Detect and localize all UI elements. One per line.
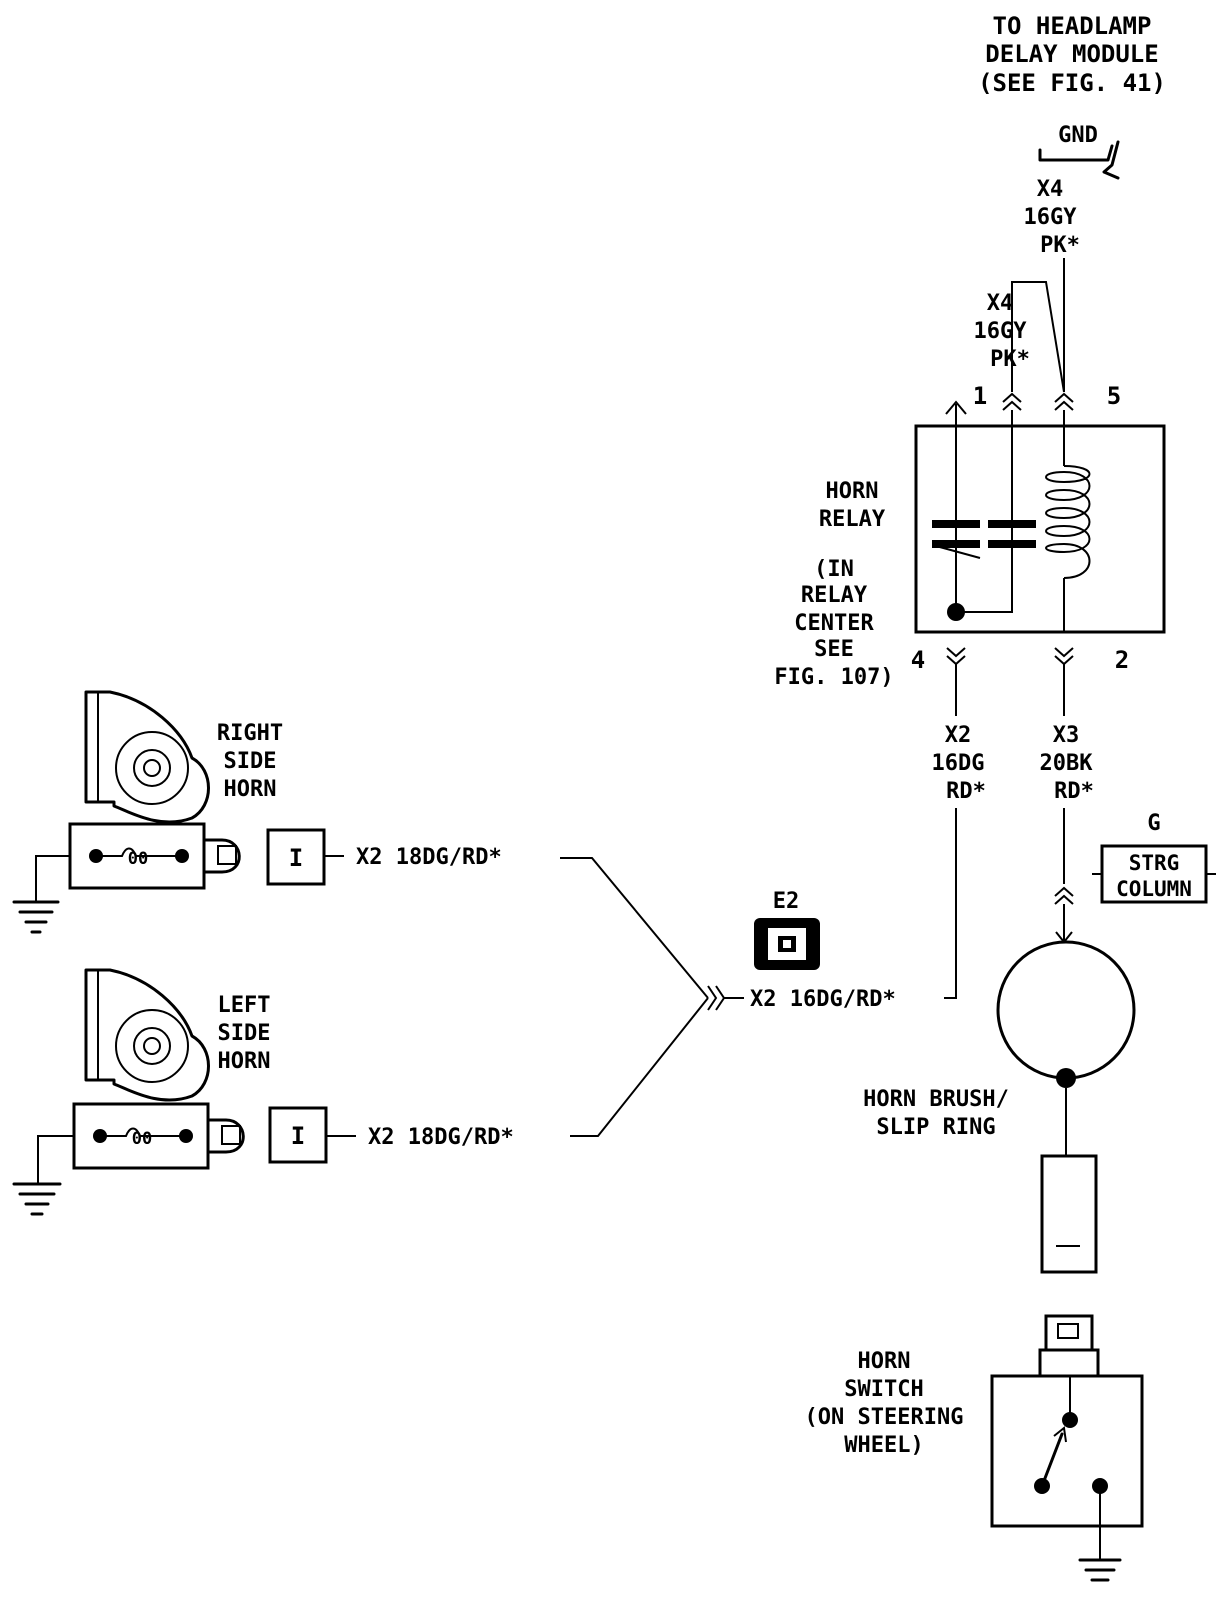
horn-brush-label — [863, 1087, 1009, 1140]
left-horn-line2: SIDE — [217, 1021, 271, 1046]
left-horn-fuse-mark: 00 — [131, 1129, 153, 1149]
strg-column-line1: STRG — [1128, 851, 1180, 875]
right-horn-terminal — [204, 840, 239, 872]
gnd-label: GND — [1058, 123, 1098, 148]
left-horn-ground-icon — [14, 1184, 60, 1214]
left-horn-ground-wire — [38, 1136, 74, 1184]
headlamp-label-line1: TO HEADLAMP — [992, 12, 1152, 40]
wire-label-x4-inner — [974, 291, 1030, 372]
relay-name-line2: RELAY — [818, 507, 886, 532]
horn-switch-line2: SWITCH — [844, 1377, 924, 1402]
relay-loc-line3: CENTER — [794, 611, 874, 636]
relay-loc-line5: FIG. 107) — [774, 665, 894, 690]
relay-name-line1: HORN — [825, 479, 879, 504]
relay-connector-pin4 — [947, 648, 965, 664]
horn-brush-line2: SLIP RING — [876, 1115, 996, 1140]
splice-e2-icon — [754, 918, 820, 970]
wire-x2-main-label: X2 16DG/RD* — [750, 987, 896, 1012]
wire-label-x4-outer — [1024, 177, 1080, 258]
left-horn-terminal — [208, 1120, 243, 1152]
relay-junction-dot — [947, 603, 965, 621]
left-horn-icon — [86, 970, 209, 1100]
left-horn-line1: LEFT — [217, 993, 271, 1018]
right-horn-wire-label: X2 18DG/RD* — [356, 845, 502, 870]
wire-left-horn-to-splice — [570, 998, 708, 1136]
right-horn-fuse-mark: 00 — [127, 849, 149, 869]
horn-switch-ground-symbol — [1080, 1560, 1120, 1580]
right-horn-ground-icon — [14, 902, 58, 932]
wire-x4-outer-circuit: X4 — [1036, 177, 1064, 202]
headlamp-delay-module-label — [978, 12, 1166, 97]
relay-connector-pin5 — [1055, 394, 1073, 410]
horn-brush-block — [1042, 1156, 1096, 1272]
left-horn-line3: HORN — [217, 1049, 271, 1074]
wire-label-x2-relay — [932, 723, 986, 804]
headlamp-label-line3: (SEE FIG. 41) — [978, 69, 1166, 97]
wire-x2-relay-circuit: X2 — [944, 723, 972, 748]
right-horn-line3: HORN — [223, 777, 277, 802]
right-horn-line1: RIGHT — [216, 721, 284, 746]
horn-slip-ring — [998, 942, 1134, 1078]
wire-x2-relay-gauge: 16DG — [931, 751, 985, 776]
wire-x4-inner-circuit: X4 — [986, 291, 1014, 316]
horn-brush-contact — [1056, 1068, 1076, 1088]
wire-right-horn-to-splice — [560, 858, 708, 998]
left-horn-connector-pin: I — [290, 1122, 306, 1150]
horn-switch-terminal — [1040, 1316, 1098, 1376]
relay-pin-4: 4 — [910, 646, 926, 674]
relay-location-label — [774, 557, 893, 690]
headlamp-label-line2: DELAY MODULE — [985, 40, 1159, 68]
right-horn-label — [217, 721, 283, 802]
wire-x4-outer-gauge: 16GY — [1023, 205, 1077, 230]
horn-relay-box — [916, 426, 1164, 632]
relay-connector-pin3 — [1003, 394, 1021, 410]
strg-column-connector — [1055, 888, 1073, 904]
relay-loc-line2: RELAY — [800, 583, 868, 608]
splice-e2-label: E2 — [772, 889, 800, 914]
wire-x3-circuit: X3 — [1052, 723, 1080, 748]
relay-loc-line1: (IN — [814, 557, 854, 582]
right-horn-icon — [86, 692, 209, 822]
horn-switch-line1: HORN — [857, 1349, 911, 1374]
right-horn-line2: SIDE — [223, 749, 277, 774]
wire-x4-inner-gauge: 16GY — [973, 319, 1027, 344]
relay-pin-2: 2 — [1114, 646, 1130, 674]
wire-x3-tracer: RD* — [1054, 779, 1094, 804]
wire-x2-relay-tracer: RD* — [946, 779, 986, 804]
right-horn-ground-wire — [36, 856, 70, 902]
wire-x4-outer-tracer: PK* — [1040, 233, 1080, 258]
horn-relay-label — [819, 479, 886, 532]
strg-column-line2: COLUMN — [1116, 877, 1192, 901]
wire-label-x3 — [1040, 723, 1094, 804]
horn-switch-box — [992, 1376, 1142, 1526]
wire-x3-gauge: 20BK — [1039, 751, 1093, 776]
horn-brush-line1: HORN BRUSH/ — [863, 1087, 1009, 1112]
horn-switch-label — [805, 1349, 964, 1458]
horn-switch-contact-top — [1062, 1412, 1078, 1428]
wire-x2-relay-to-splice — [944, 808, 956, 998]
relay-loc-line4: SEE — [814, 637, 854, 662]
left-horn-label — [218, 993, 271, 1074]
horn-switch-line4: WHEEL) — [844, 1433, 924, 1458]
ground-g-label: G — [1147, 811, 1161, 836]
left-horn-wire-label: X2 18DG/RD* — [368, 1125, 514, 1150]
relay-pin-1: 1 — [972, 382, 988, 410]
relay-connector-pin2 — [1055, 648, 1073, 664]
horn-switch-line3: (ON STEERING — [804, 1405, 964, 1430]
wire-x4-inner-tracer: PK* — [990, 347, 1030, 372]
relay-pin-5: 5 — [1106, 382, 1122, 410]
splice-connector-chevrons — [708, 986, 724, 1010]
right-horn-connector-pin: I — [288, 844, 304, 872]
